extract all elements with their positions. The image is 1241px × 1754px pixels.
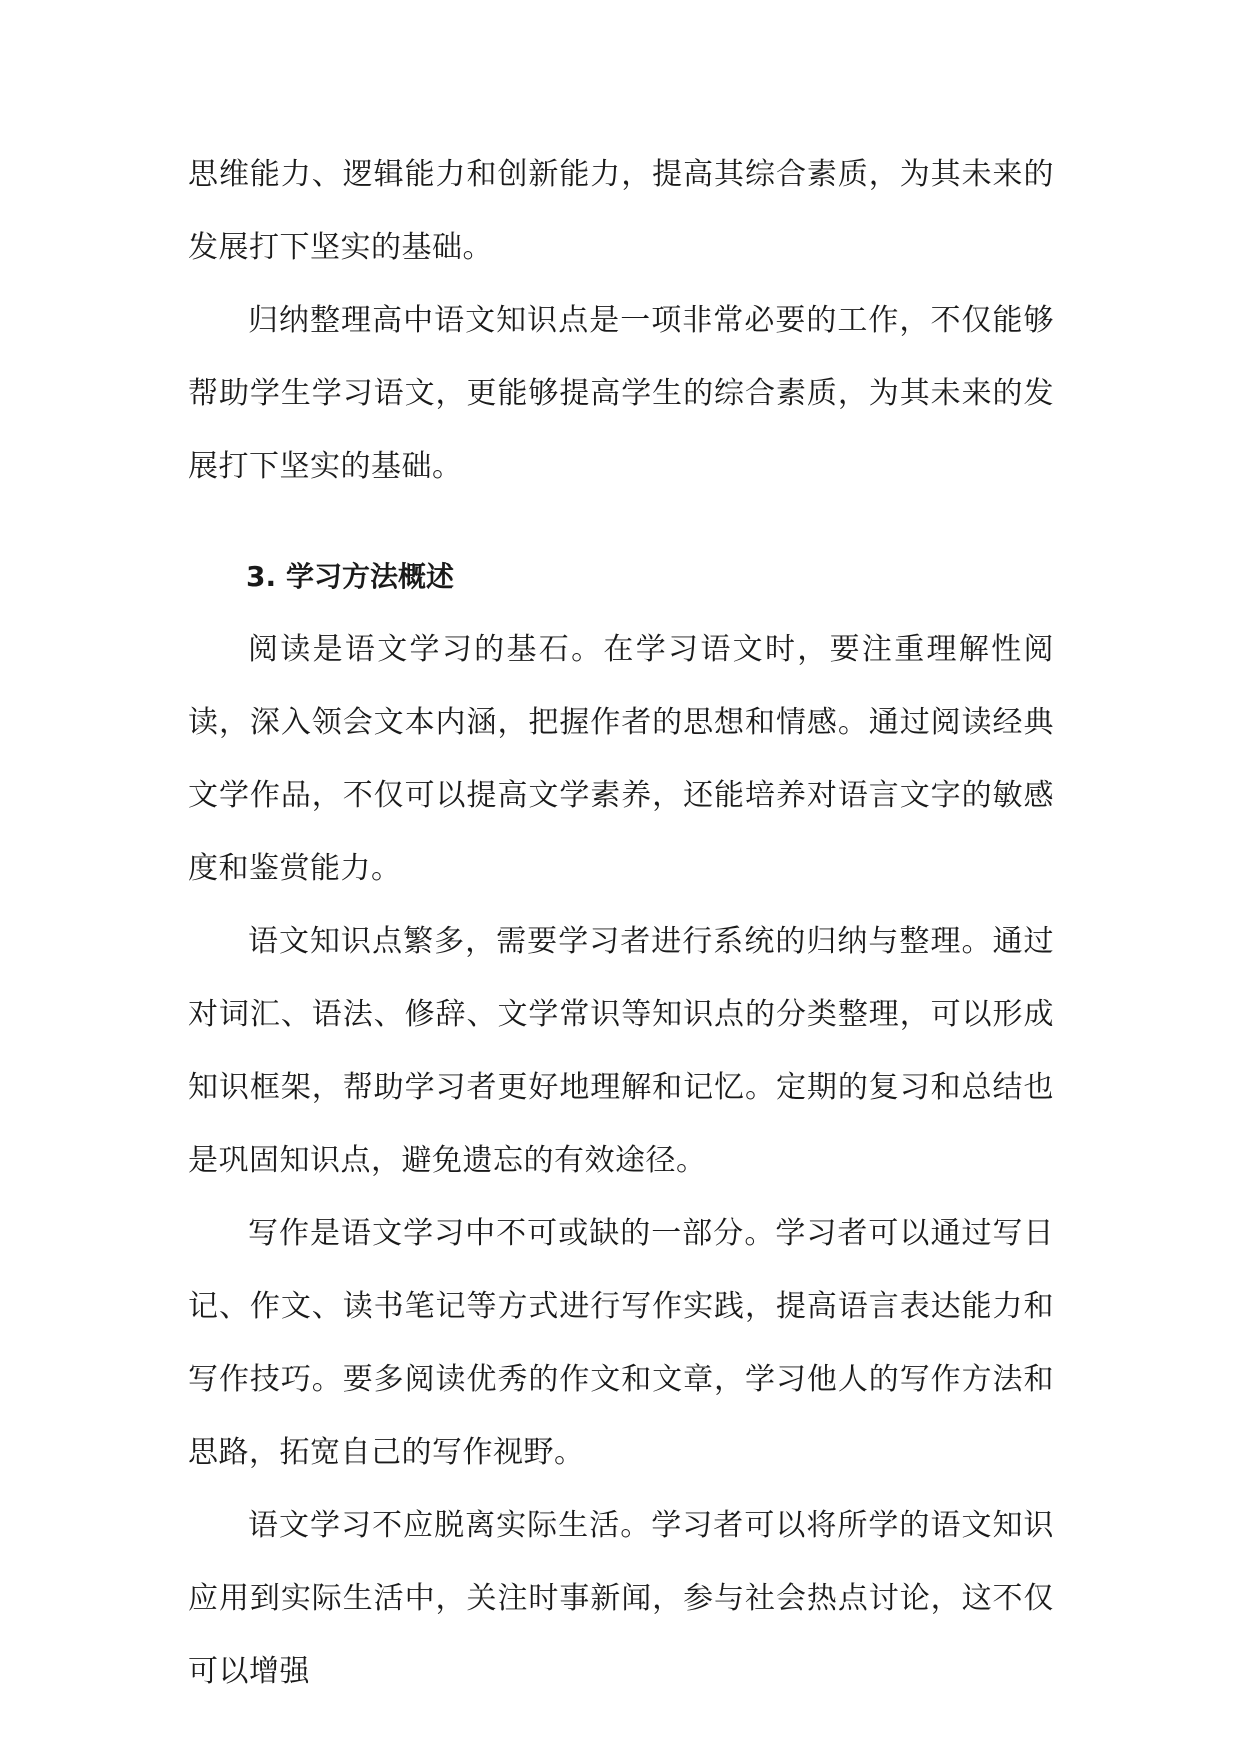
paragraph: 写作是语文学习中不可或缺的一部分。学习者可以通过写日记、作文、读书笔记等方式进行写作实践，提高语言表达能力和写作技巧。要多阅读优秀的作文和文章，学习他人的写作方法和思路，拓宽自己的写作视野。 xyxy=(188,1216,1054,1470)
paragraph: 阅读是语文学习的基石。在学习语文时，要注重理解性阅读，深入领会文本内涵，把握作者的思想和情感。通过阅读经典文学作品，不仅可以提高文学素养，还能培养对语言文字的敏感度和鉴赏能力。 xyxy=(188,632,1054,886)
section-number: 3. xyxy=(246,560,277,593)
section-title: 学习方法概述 xyxy=(286,560,455,593)
section-heading xyxy=(188,540,1054,613)
paragraph: 归纳整理高中语文知识点是一项非常必要的工作，不仅能够帮助学生学习语文，更能够提高学生的综合素质，为其未来的发展打下坚实的基础。 xyxy=(188,303,1054,484)
paragraph-continuation: 思维能力、逻辑能力和创新能力，提高其综合素质，为其未来的发展打下坚实的基础。 xyxy=(188,157,1054,265)
document-page xyxy=(188,138,1054,1708)
paragraph: 语文学习不应脱离实际生活。学习者可以将所学的语文知识应用到实际生活中，关注时事新闻，参与社会热点讨论，这不仅可以增强 xyxy=(188,1508,1054,1689)
paragraph: 语文知识点繁多，需要学习者进行系统的归纳与整理。通过对词汇、语法、修辞、文学常识等知识点的分类整理，可以形成知识框架，帮助学习者更好地理解和记忆。定期的复习和总结也是巩固知识点，避免遗忘的有效途径。 xyxy=(188,924,1054,1178)
